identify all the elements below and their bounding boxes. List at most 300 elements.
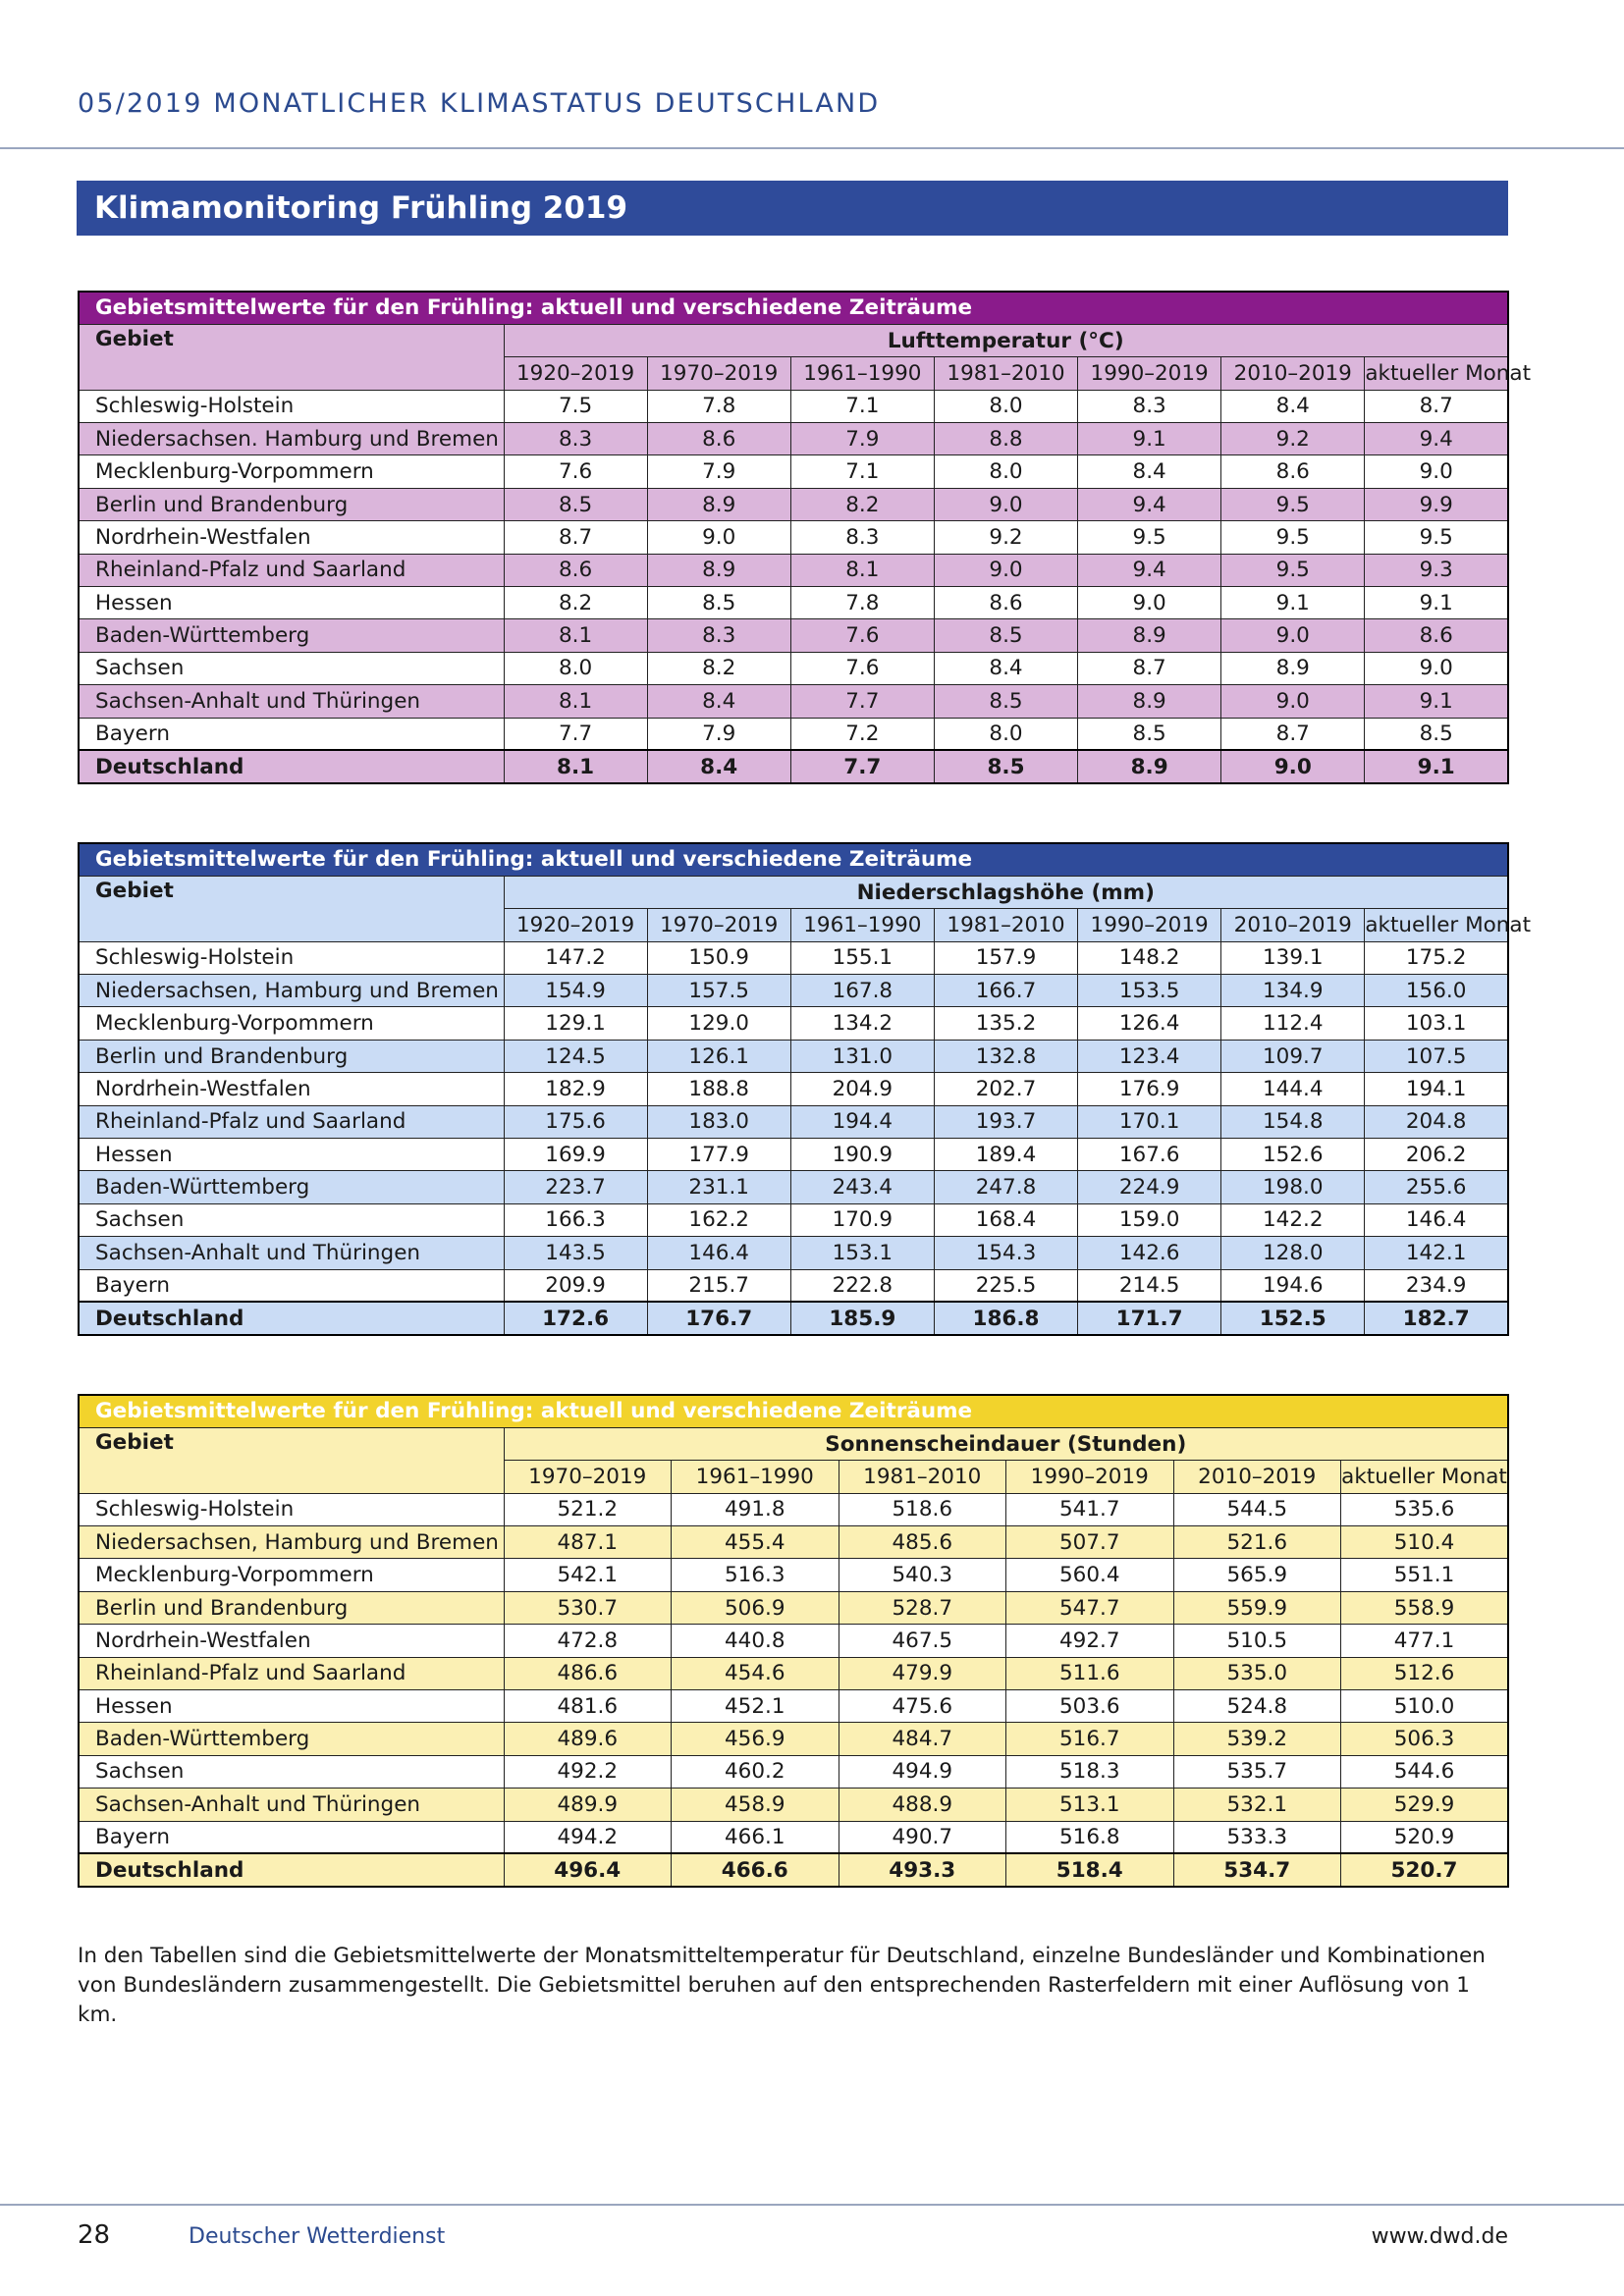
- footnote: In den Tabellen sind die Gebietsmittelwerte der Monatsmitteltemperatur für Deutschland, einzelne Bundesländer und Kombinationen von Bundesländern zusammengestellt. Die Gebietsmittel beruhen auf den entsprechenden Rasterfeldern mit einer Auflösung von 1 km.: [78, 1944, 1486, 2027]
- total-row: [79, 750, 1508, 782]
- header-rule: [0, 147, 1624, 149]
- value-cell: 492.2: [504, 1755, 672, 1788]
- value-cell: 493.3: [839, 1853, 1006, 1886]
- value-cell: 154.3: [934, 1237, 1077, 1269]
- value-cell: 535.7: [1173, 1755, 1341, 1788]
- value-cell: 521.2: [504, 1493, 672, 1525]
- value-cell: 472.8: [504, 1625, 672, 1657]
- period-header: 1981–2010: [839, 1461, 1006, 1493]
- value-cell: 7.1: [790, 455, 934, 488]
- value-cell: 9.1: [1365, 685, 1508, 718]
- value-cell: 541.7: [1006, 1493, 1174, 1525]
- value-cell: 112.4: [1221, 1007, 1365, 1040]
- value-cell: 8.4: [1078, 455, 1221, 488]
- value-cell: 510.0: [1341, 1690, 1509, 1723]
- value-cell: 148.2: [1078, 941, 1221, 974]
- value-cell: 152.5: [1221, 1302, 1365, 1334]
- value-cell: 8.6: [504, 554, 647, 586]
- value-cell: 532.1: [1173, 1789, 1341, 1821]
- value-cell: 8.7: [1365, 390, 1508, 422]
- value-cell: 496.4: [504, 1853, 672, 1886]
- value-cell: 8.2: [790, 488, 934, 520]
- value-cell: 156.0: [1365, 975, 1508, 1007]
- value-cell: 481.6: [504, 1690, 672, 1723]
- value-cell: 154.9: [504, 975, 647, 1007]
- region-name: Niedersachsen, Hamburg und Bremen: [79, 975, 504, 1007]
- value-cell: 198.0: [1221, 1171, 1365, 1203]
- value-cell: 8.3: [1078, 390, 1221, 422]
- value-cell: 455.4: [672, 1526, 839, 1559]
- value-cell: 7.6: [504, 455, 647, 488]
- value-cell: 487.1: [504, 1526, 672, 1559]
- period-header: 1990–2019: [1078, 909, 1221, 941]
- table-row: [79, 1625, 1508, 1657]
- value-cell: 166.3: [504, 1203, 647, 1236]
- value-cell: 8.4: [647, 685, 790, 718]
- region-name: Rheinland-Pfalz und Saarland: [79, 1657, 504, 1689]
- value-cell: 7.9: [790, 423, 934, 455]
- region-name: Rheinland-Pfalz und Saarland: [79, 1105, 504, 1138]
- value-cell: 103.1: [1365, 1007, 1508, 1040]
- table-row: [79, 1690, 1508, 1723]
- value-cell: 529.9: [1341, 1789, 1509, 1821]
- period-header: 1990–2019: [1078, 357, 1221, 390]
- value-cell: 126.4: [1078, 1007, 1221, 1040]
- period-header: 1920–2019: [504, 909, 647, 941]
- value-cell: 475.6: [839, 1690, 1006, 1723]
- value-cell: 215.7: [647, 1269, 790, 1302]
- value-cell: 530.7: [504, 1591, 672, 1624]
- value-cell: 9.1: [1365, 750, 1508, 782]
- period-header: 1920–2019: [504, 357, 647, 390]
- value-cell: 8.3: [647, 619, 790, 652]
- value-cell: 8.5: [1365, 718, 1508, 750]
- value-cell: 544.6: [1341, 1755, 1509, 1788]
- period-header: 1981–2010: [934, 909, 1077, 941]
- value-cell: 166.7: [934, 975, 1077, 1007]
- value-cell: 223.7: [504, 1171, 647, 1203]
- value-cell: 204.8: [1365, 1105, 1508, 1138]
- value-cell: 128.0: [1221, 1237, 1365, 1269]
- region-name: Bayern: [79, 1269, 504, 1302]
- value-cell: 169.9: [504, 1139, 647, 1171]
- value-cell: 494.2: [504, 1821, 672, 1853]
- value-cell: 489.9: [504, 1789, 672, 1821]
- table-row: [79, 1789, 1508, 1821]
- value-cell: 144.4: [1221, 1073, 1365, 1105]
- value-cell: 520.7: [1341, 1853, 1509, 1886]
- table-row: [79, 975, 1508, 1007]
- value-cell: 126.1: [647, 1040, 790, 1072]
- value-cell: 533.3: [1173, 1821, 1341, 1853]
- value-cell: 467.5: [839, 1625, 1006, 1657]
- value-cell: 177.9: [647, 1139, 790, 1171]
- table-row: [79, 1073, 1508, 1105]
- region-name: Rheinland-Pfalz und Saarland: [79, 554, 504, 586]
- value-cell: 8.7: [1078, 652, 1221, 684]
- value-cell: 8.0: [504, 652, 647, 684]
- value-cell: 8.5: [647, 587, 790, 619]
- region-name: Hessen: [79, 587, 504, 619]
- region-name: Deutschland: [79, 1302, 504, 1334]
- region-name: Schleswig-Holstein: [79, 390, 504, 422]
- value-cell: 9.0: [1221, 619, 1365, 652]
- table-caption: Gebietsmittelwerte für den Frühling: aktuell und verschiedene Zeiträume: [79, 292, 1508, 324]
- value-cell: 8.1: [790, 554, 934, 586]
- value-cell: 503.6: [1006, 1690, 1174, 1723]
- value-cell: 8.2: [504, 587, 647, 619]
- value-cell: 558.9: [1341, 1591, 1509, 1624]
- value-cell: 9.9: [1365, 488, 1508, 520]
- value-cell: 488.9: [839, 1789, 1006, 1821]
- value-cell: 142.1: [1365, 1237, 1508, 1269]
- table-row: [79, 619, 1508, 652]
- value-cell: 8.9: [1221, 652, 1365, 684]
- value-cell: 539.2: [1173, 1723, 1341, 1755]
- value-cell: 157.5: [647, 975, 790, 1007]
- value-cell: 516.7: [1006, 1723, 1174, 1755]
- value-cell: 8.9: [1078, 619, 1221, 652]
- value-cell: 206.2: [1365, 1139, 1508, 1171]
- region-column-header: Gebiet: [79, 876, 504, 941]
- value-cell: 518.3: [1006, 1755, 1174, 1788]
- value-cell: 153.1: [790, 1237, 934, 1269]
- value-cell: 171.7: [1078, 1302, 1221, 1334]
- period-header: 1961–1990: [790, 909, 934, 941]
- value-cell: 506.3: [1341, 1723, 1509, 1755]
- value-cell: 547.7: [1006, 1591, 1174, 1624]
- region-column-header: Gebiet: [79, 324, 504, 390]
- region-name: Sachsen: [79, 652, 504, 684]
- region-name: Sachsen-Anhalt und Thüringen: [79, 685, 504, 718]
- value-cell: 516.3: [672, 1559, 839, 1591]
- region-name: Sachsen-Anhalt und Thüringen: [79, 1789, 504, 1821]
- value-cell: 7.8: [647, 390, 790, 422]
- period-header: 1990–2019: [1006, 1461, 1174, 1493]
- table-row: [79, 685, 1508, 718]
- value-cell: 154.8: [1221, 1105, 1365, 1138]
- region-name: Hessen: [79, 1690, 504, 1723]
- region-name: Niedersachsen, Hamburg und Bremen: [79, 1526, 504, 1559]
- value-cell: 175.6: [504, 1105, 647, 1138]
- region-name: Bayern: [79, 1821, 504, 1853]
- precipitation-table: [78, 842, 1532, 1336]
- running-head: 05/2019 MONATLICHER KLIMASTATUS DEUTSCHLAND: [78, 88, 881, 119]
- value-cell: 131.0: [790, 1040, 934, 1072]
- period-header: 2010–2019: [1221, 909, 1365, 941]
- value-cell: 204.9: [790, 1073, 934, 1105]
- value-cell: 7.7: [790, 685, 934, 718]
- value-cell: 7.6: [790, 652, 934, 684]
- value-cell: 485.6: [839, 1526, 1006, 1559]
- period-header: aktueller Monat: [1365, 909, 1508, 941]
- value-cell: 9.5: [1365, 521, 1508, 554]
- value-cell: 7.9: [647, 718, 790, 750]
- value-cell: 224.9: [1078, 1171, 1221, 1203]
- value-cell: 489.6: [504, 1723, 672, 1755]
- value-cell: 159.0: [1078, 1203, 1221, 1236]
- value-cell: 460.2: [672, 1755, 839, 1788]
- value-cell: 458.9: [672, 1789, 839, 1821]
- table-row: [79, 1105, 1508, 1138]
- sunshine-table: [78, 1394, 1509, 1888]
- value-cell: 188.8: [647, 1073, 790, 1105]
- value-cell: 542.1: [504, 1559, 672, 1591]
- table-caption: Gebietsmittelwerte für den Frühling: aktuell und verschiedene Zeiträume: [79, 1395, 1508, 1427]
- value-cell: 167.6: [1078, 1139, 1221, 1171]
- table-row: [79, 1040, 1508, 1072]
- page-number: 28: [78, 2220, 111, 2250]
- value-cell: 7.7: [790, 750, 934, 782]
- value-cell: 8.0: [934, 390, 1077, 422]
- period-header: 1961–1990: [672, 1461, 839, 1493]
- value-cell: 9.2: [934, 521, 1077, 554]
- value-cell: 194.6: [1221, 1269, 1365, 1302]
- value-cell: 518.4: [1006, 1853, 1174, 1886]
- value-cell: 540.3: [839, 1559, 1006, 1591]
- footer-rule: [0, 2204, 1624, 2206]
- region-name: Sachsen: [79, 1755, 504, 1788]
- value-cell: 247.8: [934, 1171, 1077, 1203]
- table-row: [79, 1821, 1508, 1853]
- period-header: 1970–2019: [504, 1461, 672, 1493]
- value-cell: 9.4: [1078, 488, 1221, 520]
- region-name: Berlin und Brandenburg: [79, 1591, 504, 1624]
- value-cell: 7.8: [790, 587, 934, 619]
- value-cell: 511.6: [1006, 1657, 1174, 1689]
- value-cell: 9.3: [1365, 554, 1508, 586]
- region-name: Baden-Württemberg: [79, 1723, 504, 1755]
- value-cell: 484.7: [839, 1723, 1006, 1755]
- value-cell: 9.0: [1365, 455, 1508, 488]
- value-cell: 243.4: [790, 1171, 934, 1203]
- value-cell: 182.7: [1365, 1302, 1508, 1334]
- value-cell: 9.4: [1365, 423, 1508, 455]
- value-cell: 8.4: [1221, 390, 1365, 422]
- publisher-name: Deutscher Wetterdienst: [189, 2224, 446, 2249]
- region-name: Deutschland: [79, 1853, 504, 1886]
- value-cell: 157.9: [934, 941, 1077, 974]
- region-name: Mecklenburg-Vorpommern: [79, 1007, 504, 1040]
- value-cell: 9.4: [1078, 554, 1221, 586]
- value-cell: 168.4: [934, 1203, 1077, 1236]
- value-cell: 8.1: [504, 619, 647, 652]
- value-cell: 150.9: [647, 941, 790, 974]
- value-cell: 559.9: [1173, 1591, 1341, 1624]
- value-cell: 8.5: [504, 488, 647, 520]
- table-row: [79, 554, 1508, 586]
- value-cell: 490.7: [839, 1821, 1006, 1853]
- value-cell: 8.5: [1078, 718, 1221, 750]
- value-cell: 521.6: [1173, 1526, 1341, 1559]
- value-cell: 8.7: [1221, 718, 1365, 750]
- value-cell: 8.3: [790, 521, 934, 554]
- value-cell: 170.1: [1078, 1105, 1221, 1138]
- value-cell: 8.9: [647, 488, 790, 520]
- value-cell: 9.5: [1078, 521, 1221, 554]
- region-name: Nordrhein-Westfalen: [79, 521, 504, 554]
- value-cell: 518.6: [839, 1493, 1006, 1525]
- value-cell: 456.9: [672, 1723, 839, 1755]
- table-caption: Gebietsmittelwerte für den Frühling: aktuell und verschiedene Zeiträume: [79, 843, 1508, 876]
- value-cell: 506.9: [672, 1591, 839, 1624]
- value-cell: 214.5: [1078, 1269, 1221, 1302]
- value-cell: 8.6: [1365, 619, 1508, 652]
- value-cell: 8.5: [934, 619, 1077, 652]
- period-header: 1970–2019: [647, 909, 790, 941]
- table-row: [79, 1007, 1508, 1040]
- value-cell: 8.3: [504, 423, 647, 455]
- value-cell: 492.7: [1006, 1625, 1174, 1657]
- value-cell: 146.4: [1365, 1203, 1508, 1236]
- value-cell: 186.8: [934, 1302, 1077, 1334]
- table-row: [79, 1203, 1508, 1236]
- value-cell: 8.9: [1078, 750, 1221, 782]
- value-cell: 193.7: [934, 1105, 1077, 1138]
- value-cell: 142.6: [1078, 1237, 1221, 1269]
- value-cell: 440.8: [672, 1625, 839, 1657]
- value-cell: 185.9: [790, 1302, 934, 1334]
- page-title: Klimamonitoring Frühling 2019: [77, 181, 1508, 236]
- value-cell: 466.1: [672, 1821, 839, 1853]
- value-cell: 486.6: [504, 1657, 672, 1689]
- value-cell: 524.8: [1173, 1690, 1341, 1723]
- value-cell: 7.9: [647, 455, 790, 488]
- value-cell: 8.4: [647, 750, 790, 782]
- table-row: [79, 1269, 1508, 1302]
- value-cell: 8.9: [1078, 685, 1221, 718]
- value-cell: 147.2: [504, 941, 647, 974]
- value-cell: 7.6: [790, 619, 934, 652]
- variable-header: Lufttemperatur (°C): [504, 324, 1508, 356]
- value-cell: 8.6: [647, 423, 790, 455]
- region-name: Berlin und Brandenburg: [79, 1040, 504, 1072]
- value-cell: 139.1: [1221, 941, 1365, 974]
- value-cell: 9.0: [1221, 685, 1365, 718]
- value-cell: 8.5: [934, 750, 1077, 782]
- region-name: Schleswig-Holstein: [79, 1493, 504, 1525]
- region-name: Bayern: [79, 718, 504, 750]
- value-cell: 9.0: [1365, 652, 1508, 684]
- value-cell: 9.0: [1221, 750, 1365, 782]
- value-cell: 146.4: [647, 1237, 790, 1269]
- value-cell: 535.0: [1173, 1657, 1341, 1689]
- region-name: Deutschland: [79, 750, 504, 782]
- value-cell: 9.0: [934, 488, 1077, 520]
- value-cell: 491.8: [672, 1493, 839, 1525]
- value-cell: 135.2: [934, 1007, 1077, 1040]
- value-cell: 142.2: [1221, 1203, 1365, 1236]
- value-cell: 452.1: [672, 1690, 839, 1723]
- value-cell: 8.9: [647, 554, 790, 586]
- value-cell: 8.5: [934, 685, 1077, 718]
- value-cell: 7.2: [790, 718, 934, 750]
- value-cell: 8.1: [504, 685, 647, 718]
- value-cell: 551.1: [1341, 1559, 1509, 1591]
- value-cell: 9.1: [1365, 587, 1508, 619]
- region-name: Hessen: [79, 1139, 504, 1171]
- value-cell: 109.7: [1221, 1040, 1365, 1072]
- region-column-header: Gebiet: [79, 1427, 504, 1493]
- value-cell: 479.9: [839, 1657, 1006, 1689]
- value-cell: 176.9: [1078, 1073, 1221, 1105]
- value-cell: 9.5: [1221, 488, 1365, 520]
- value-cell: 124.5: [504, 1040, 647, 1072]
- value-cell: 528.7: [839, 1591, 1006, 1624]
- value-cell: 175.2: [1365, 941, 1508, 974]
- region-name: Sachsen: [79, 1203, 504, 1236]
- value-cell: 9.0: [1078, 587, 1221, 619]
- period-header: 1961–1990: [790, 357, 934, 390]
- value-cell: 107.5: [1365, 1040, 1508, 1072]
- table-row: [79, 1171, 1508, 1203]
- value-cell: 8.2: [647, 652, 790, 684]
- value-cell: 513.1: [1006, 1789, 1174, 1821]
- value-cell: 222.8: [790, 1269, 934, 1302]
- region-name: Nordrhein-Westfalen: [79, 1073, 504, 1105]
- value-cell: 129.1: [504, 1007, 647, 1040]
- value-cell: 8.6: [934, 587, 1077, 619]
- value-cell: 8.8: [934, 423, 1077, 455]
- value-cell: 8.0: [934, 718, 1077, 750]
- value-cell: 560.4: [1006, 1559, 1174, 1591]
- table-row: [79, 1723, 1508, 1755]
- value-cell: 454.6: [672, 1657, 839, 1689]
- table-row: [79, 718, 1508, 750]
- value-cell: 176.7: [647, 1302, 790, 1334]
- region-name: Mecklenburg-Vorpommern: [79, 455, 504, 488]
- value-cell: 182.9: [504, 1073, 647, 1105]
- temperature-table: [78, 291, 1532, 784]
- total-row: [79, 1302, 1508, 1334]
- value-cell: 8.6: [1221, 455, 1365, 488]
- variable-header: Niederschlagshöhe (mm): [504, 876, 1508, 908]
- value-cell: 209.9: [504, 1269, 647, 1302]
- value-cell: 8.1: [504, 750, 647, 782]
- value-cell: 9.0: [647, 521, 790, 554]
- value-cell: 153.5: [1078, 975, 1221, 1007]
- value-cell: 9.1: [1221, 587, 1365, 619]
- period-header: aktueller Monat: [1365, 357, 1508, 390]
- value-cell: 544.5: [1173, 1493, 1341, 1525]
- value-cell: 202.7: [934, 1073, 1077, 1105]
- value-cell: 507.7: [1006, 1526, 1174, 1559]
- website-link[interactable]: www.dwd.de: [1371, 2224, 1508, 2249]
- value-cell: 510.5: [1173, 1625, 1341, 1657]
- value-cell: 8.7: [504, 521, 647, 554]
- table-row: [79, 1526, 1508, 1559]
- table-row: [79, 587, 1508, 619]
- value-cell: 494.9: [839, 1755, 1006, 1788]
- value-cell: 565.9: [1173, 1559, 1341, 1591]
- table-row: [79, 488, 1508, 520]
- table-row: [79, 1493, 1508, 1525]
- value-cell: 9.5: [1221, 521, 1365, 554]
- table-row: [79, 1755, 1508, 1788]
- value-cell: 9.1: [1078, 423, 1221, 455]
- value-cell: 7.7: [504, 718, 647, 750]
- value-cell: 9.5: [1221, 554, 1365, 586]
- table-row: [79, 941, 1508, 974]
- value-cell: 134.9: [1221, 975, 1365, 1007]
- value-cell: 231.1: [647, 1171, 790, 1203]
- value-cell: 8.0: [934, 455, 1077, 488]
- value-cell: 516.8: [1006, 1821, 1174, 1853]
- value-cell: 466.6: [672, 1853, 839, 1886]
- region-name: Baden-Württemberg: [79, 1171, 504, 1203]
- table-row: [79, 390, 1508, 422]
- value-cell: 132.8: [934, 1040, 1077, 1072]
